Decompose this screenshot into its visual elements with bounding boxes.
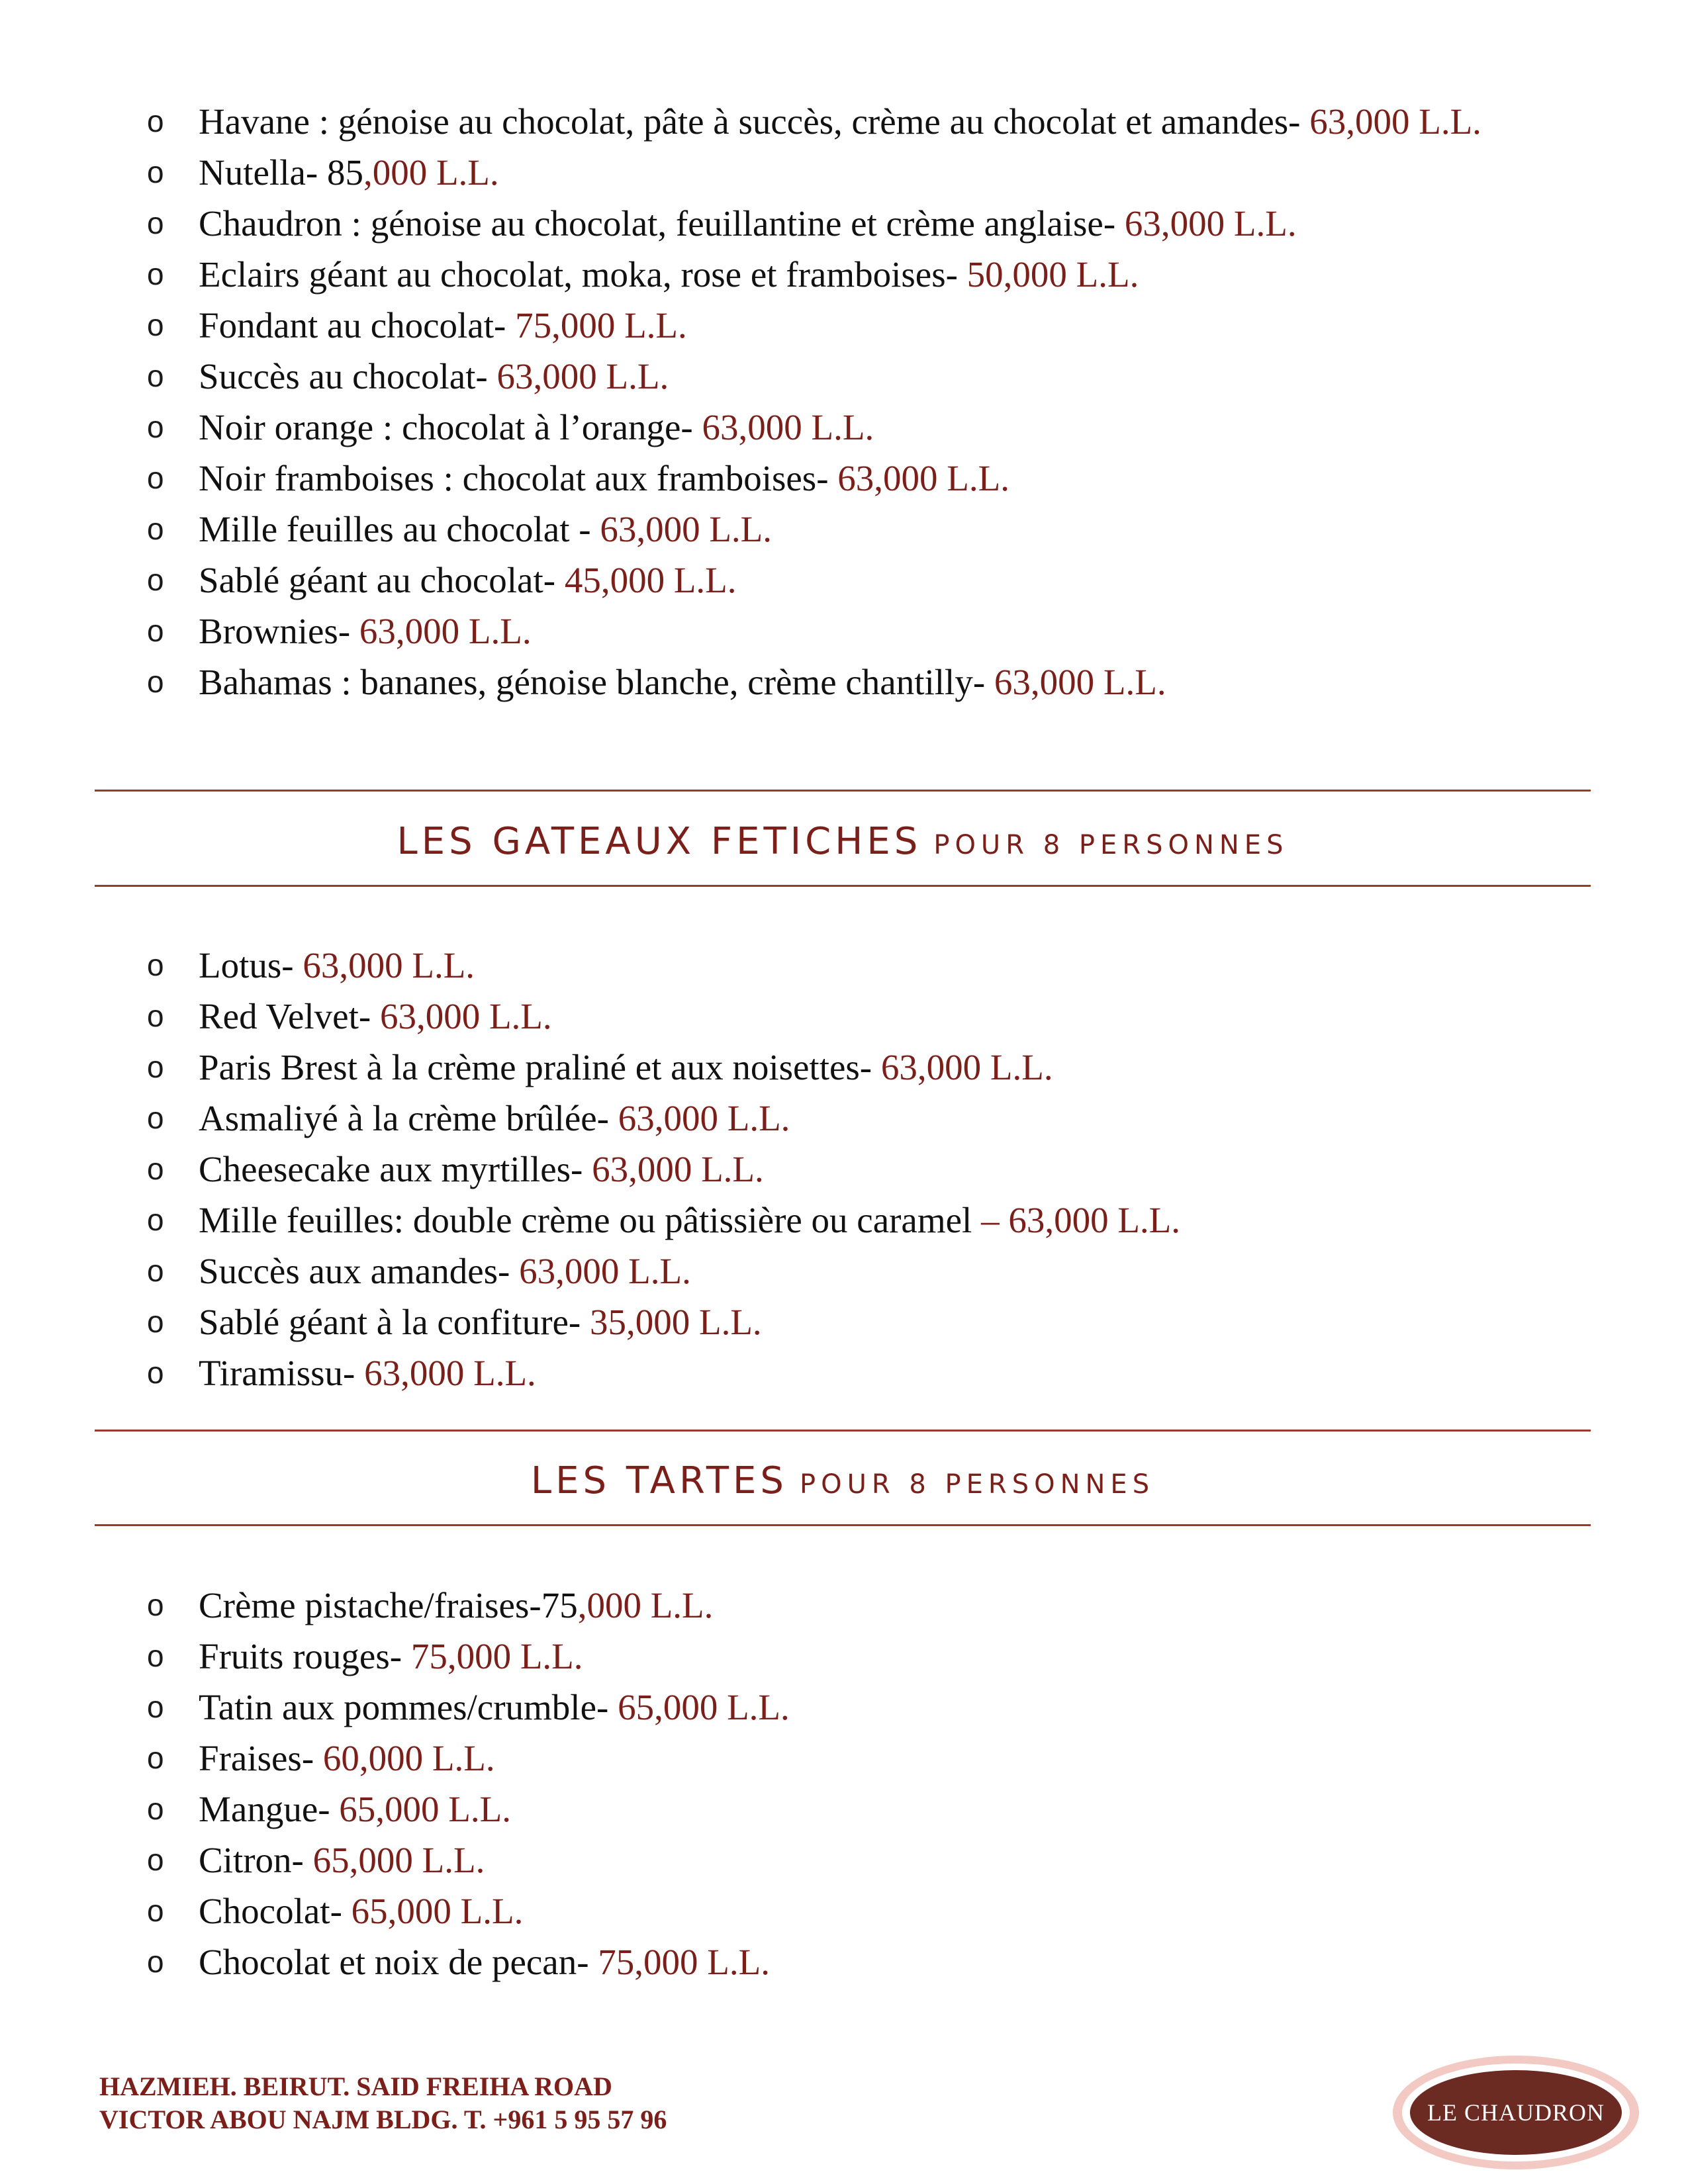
item-text xyxy=(199,249,1139,300)
item-text xyxy=(199,96,1481,147)
item-price: 75,000 L.L. xyxy=(598,1942,770,1982)
item-price: 63,000 L.L. xyxy=(359,611,532,651)
item-price: – 63,000 L.L. xyxy=(981,1200,1181,1240)
item-name: Cheesecake aux myrtilles- xyxy=(199,1149,592,1189)
item-name: Nutella- 85 xyxy=(199,152,363,193)
item-price: 63,000 L.L. xyxy=(364,1353,536,1393)
item-name: Havane : génoise au chocolat, pâte à succès, crème au chocolat et amandes- xyxy=(199,101,1310,142)
item-text xyxy=(199,1733,495,1784)
section-title-main: LES GATEAUX FETICHES xyxy=(397,820,922,863)
item-text xyxy=(199,1195,1180,1246)
item-name: Chaudron : génoise au chocolat, feuillantine et crème anglaise- xyxy=(199,203,1125,244)
item-name: Mille feuilles: double crème ou pâtissière ou caramel xyxy=(199,1200,982,1240)
item-name: Tiramissu- xyxy=(199,1353,365,1393)
item-price: 35,000 L.L. xyxy=(589,1302,762,1342)
bullet-icon: o xyxy=(147,1792,164,1826)
bullet-icon: o xyxy=(147,461,164,495)
item-price: 63,000 L.L. xyxy=(592,1149,764,1189)
footer-address-line-1: HAZMIEH. BEIRUT. SAID FREIHA ROAD xyxy=(99,2071,612,2101)
bullet-icon: o xyxy=(147,1893,164,1928)
bullet-icon: o xyxy=(147,104,164,138)
bullet-icon: o xyxy=(147,1152,164,1186)
item-text xyxy=(199,453,1009,504)
bullet-icon: o xyxy=(147,1253,164,1288)
item-name: Sablé géant à la confiture- xyxy=(199,1302,590,1342)
item-name: Lotus- xyxy=(199,945,303,985)
item-price: 63,000 L.L. xyxy=(303,945,475,985)
item-name: Eclairs géant au chocolat, moka, rose et framboises- xyxy=(199,254,967,295)
item-text xyxy=(199,1093,790,1144)
item-name: Tatin aux pommes/crumble- xyxy=(199,1687,618,1727)
item-name: Asmaliyé à la crème brûlée- xyxy=(199,1098,618,1138)
bullet-icon: o xyxy=(147,664,164,699)
item-text xyxy=(199,555,737,606)
section-rule-top-fetiches xyxy=(95,790,1591,792)
item-name: Noir framboises : chocolat aux framboises- xyxy=(199,458,838,498)
item-price: 65,000 L.L. xyxy=(351,1891,524,1931)
item-price: 63,000 L.L. xyxy=(994,662,1166,702)
item-text xyxy=(199,940,475,991)
bullet-icon: o xyxy=(147,1304,164,1339)
item-text xyxy=(199,198,1297,249)
item-text xyxy=(199,1936,770,1987)
item-text xyxy=(199,402,874,453)
item-name: Crème pistache/fraises-75 xyxy=(199,1585,578,1625)
item-name: Mille feuilles au chocolat - xyxy=(199,509,600,549)
item-name: Sablé géant au chocolat- xyxy=(199,560,565,600)
item-text xyxy=(199,1042,1053,1093)
item-name: Fraises- xyxy=(199,1738,323,1778)
item-text xyxy=(199,1246,691,1297)
item-text xyxy=(199,1886,523,1936)
item-name: Mangue- xyxy=(199,1789,340,1829)
bullet-icon: o xyxy=(147,1355,164,1390)
item-price: 65,000 L.L. xyxy=(339,1789,511,1829)
item-price: 65,000 L.L. xyxy=(312,1840,485,1880)
bullet-icon: o xyxy=(147,614,164,648)
item-price: 75,000 L.L. xyxy=(410,1636,583,1676)
item-price: ,000 L.L. xyxy=(577,1585,714,1625)
item-price: 75,000 L.L. xyxy=(515,305,687,345)
item-name: Citron- xyxy=(199,1840,313,1880)
item-name: Paris Brest à la crème praliné et aux noisettes- xyxy=(199,1047,881,1087)
item-text xyxy=(199,1144,764,1195)
bullet-icon: o xyxy=(147,512,164,546)
bullet-icon: o xyxy=(147,1690,164,1724)
bullet-icon: o xyxy=(147,308,164,342)
footer-address xyxy=(99,2070,667,2136)
section-rule-bottom-fetiches xyxy=(95,885,1591,887)
section-title-main: LES TARTES xyxy=(530,1459,788,1502)
item-text xyxy=(199,657,1166,707)
item-price: 45,000 L.L. xyxy=(564,560,737,600)
item-price: 63,000 L.L. xyxy=(1124,203,1297,244)
bullet-icon: o xyxy=(147,1101,164,1135)
item-text xyxy=(199,147,499,198)
bullet-icon: o xyxy=(147,410,164,444)
bullet-icon: o xyxy=(147,1843,164,1877)
item-text xyxy=(199,1297,762,1347)
bullet-icon: o xyxy=(147,948,164,982)
item-text xyxy=(199,1784,511,1835)
item-text xyxy=(199,1631,583,1682)
item-text xyxy=(199,991,552,1042)
bullet-icon: o xyxy=(147,1741,164,1775)
item-price: 50,000 L.L. xyxy=(966,254,1139,295)
bullet-icon: o xyxy=(147,206,164,240)
section-title-sub: POUR 8 PERSONNES xyxy=(799,1469,1155,1500)
bullet-icon: o xyxy=(147,563,164,597)
bullet-icon: o xyxy=(147,999,164,1033)
item-name: Brownies- xyxy=(199,611,359,651)
item-name: Succès au chocolat- xyxy=(199,356,497,396)
item-name: Fondant au chocolat- xyxy=(199,305,516,345)
item-text xyxy=(199,300,687,351)
item-text xyxy=(199,351,669,402)
section-title-fetiches xyxy=(95,815,1591,868)
item-text xyxy=(199,606,532,657)
bullet-icon: o xyxy=(147,257,164,291)
item-price: 63,000 L.L. xyxy=(1309,101,1481,142)
le-chaudron-logo xyxy=(1390,2053,1642,2172)
bullet-icon: o xyxy=(147,1050,164,1084)
item-price: 63,000 L.L. xyxy=(379,996,552,1036)
item-text xyxy=(199,1580,713,1631)
bullet-icon: o xyxy=(147,1203,164,1237)
item-name: Chocolat et noix de pecan- xyxy=(199,1942,598,1982)
item-price: 63,000 L.L. xyxy=(618,1098,790,1138)
section-title-tartes xyxy=(95,1455,1591,1508)
bullet-icon: o xyxy=(147,359,164,393)
footer-address-line-2: VICTOR ABOU NAJM BLDG. T. +961 5 95 57 96 xyxy=(99,2105,667,2134)
item-text xyxy=(199,1835,485,1886)
item-price: 63,000 L.L. xyxy=(880,1047,1053,1087)
item-price: 63,000 L.L. xyxy=(837,458,1009,498)
bullet-icon: o xyxy=(147,1944,164,1979)
item-price: 63,000 L.L. xyxy=(519,1251,691,1291)
item-name: Succès aux amandes- xyxy=(199,1251,520,1291)
item-price: 63,000 L.L. xyxy=(702,407,874,447)
section-title-sub: POUR 8 PERSONNES xyxy=(933,830,1289,860)
item-price: 63,000 L.L. xyxy=(600,509,773,549)
item-name: Fruits rouges- xyxy=(199,1636,411,1676)
item-text xyxy=(199,1347,536,1398)
bullet-icon: o xyxy=(147,155,164,189)
item-name: Chocolat- xyxy=(199,1891,352,1931)
section-rule-bottom-tartes xyxy=(95,1524,1591,1526)
logo-text: LE CHAUDRON xyxy=(1427,2099,1605,2126)
item-name: Bahamas : bananes, génoise blanche, crème chantilly- xyxy=(199,662,994,702)
item-price: 60,000 L.L. xyxy=(322,1738,495,1778)
bullet-icon: o xyxy=(147,1639,164,1673)
bullet-icon: o xyxy=(147,1588,164,1622)
item-price: ,000 L.L. xyxy=(363,152,499,193)
section-rule-top-tartes xyxy=(95,1430,1591,1432)
item-name: Red Velvet- xyxy=(199,996,380,1036)
item-name: Noir orange : chocolat à l’orange- xyxy=(199,407,702,447)
item-text xyxy=(199,504,772,555)
item-price: 65,000 L.L. xyxy=(618,1687,790,1727)
item-price: 63,000 L.L. xyxy=(496,356,669,396)
item-text xyxy=(199,1682,790,1733)
